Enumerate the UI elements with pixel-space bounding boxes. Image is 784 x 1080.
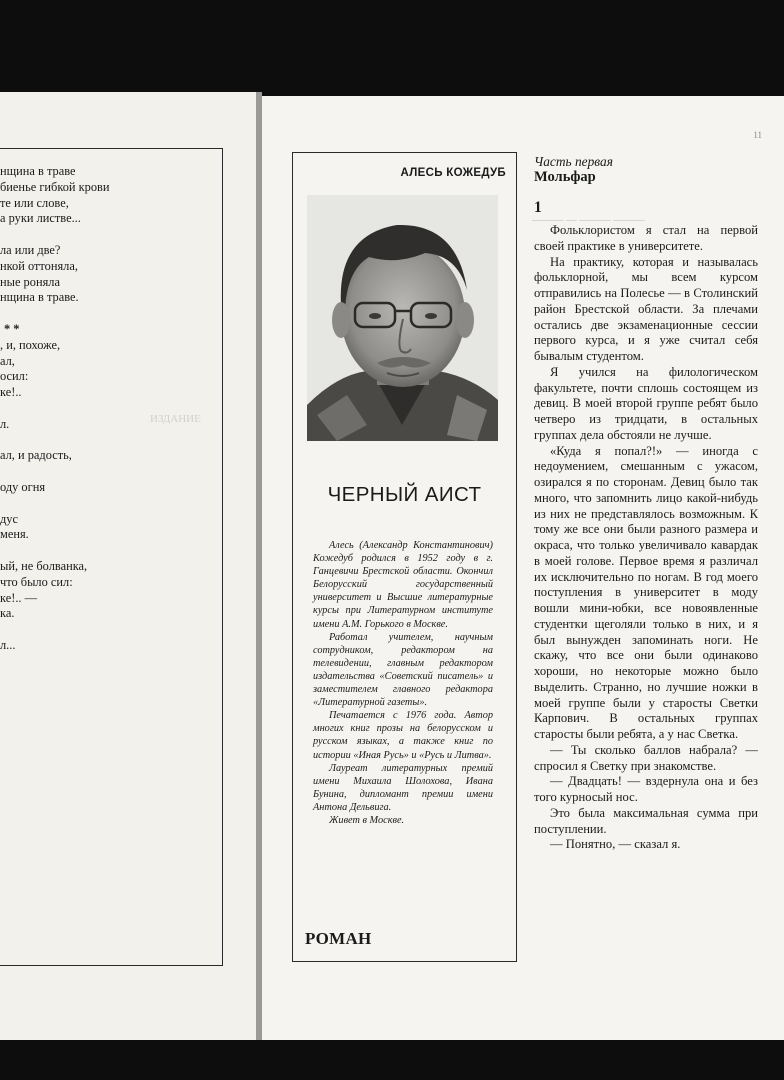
poem-line: дус bbox=[0, 511, 18, 526]
poem-line: меня. bbox=[0, 527, 29, 542]
chapter-number: 1 bbox=[534, 199, 542, 216]
poem-line: нкой оттоняла, bbox=[0, 258, 78, 273]
poem-text bbox=[0, 164, 110, 654]
author-sidebar bbox=[292, 152, 517, 962]
bio-paragraph: Алесь (Александр Константинович) Кожедуб родился в 1952 году в г. Ганцевичи Брестской области. Окончил Белорусский государственный университет и Высшие литературные курсы при Литературном институте имени А.М. Горького в Москве. bbox=[313, 540, 493, 630]
page-number: 11 bbox=[753, 130, 762, 140]
poem-line: оду огня bbox=[0, 479, 46, 494]
body-paragraph: Я учился на филологическом факультете, почти сплошь состоящем из девиц. В моей второй группе ребят было четверо из тридцати, в остальных группах дела обстояли не лучше. bbox=[534, 364, 758, 442]
poem-line: те или слове, bbox=[0, 195, 69, 210]
poem-line: л. bbox=[0, 416, 10, 431]
author-name: АЛЕСЬ КОЖЕДУБ bbox=[400, 167, 506, 179]
body-paragraph: Это была максимальная сумма при поступлении. bbox=[534, 805, 758, 836]
body-paragraph: Фольклористом я стал на первой своей практике в университете. bbox=[534, 223, 758, 253]
chapter-title: Мольфар bbox=[534, 169, 596, 185]
poem-line: ке!.. bbox=[0, 385, 22, 400]
poem-line: ал, bbox=[0, 353, 15, 368]
poem-line: что было сил: bbox=[0, 574, 73, 589]
poem-line: нщина в траве. bbox=[0, 290, 79, 305]
body-paragraph: — Понятно, — сказал я. bbox=[550, 837, 681, 852]
left-page bbox=[0, 92, 256, 1040]
poem-blank-line bbox=[0, 401, 110, 417]
poem-line: биенье гибкой крови bbox=[0, 179, 110, 194]
poem-line: * * bbox=[4, 321, 20, 336]
poem-blank-line bbox=[0, 464, 110, 480]
poem-line: нщина в траве bbox=[0, 164, 76, 178]
right-page bbox=[262, 96, 784, 1040]
body-paragraph: — Двадцать! — вздернула она и без того курносый нос. bbox=[534, 774, 758, 804]
poem-blank-line bbox=[0, 496, 110, 512]
poem-line: ные роняла bbox=[0, 274, 60, 289]
poem-line: ый, не болванка, bbox=[0, 558, 88, 573]
bio-paragraph: Работал учителем, научным сотрудником, редактором на телевидении, главным редактором издательства «Советский писатель» и заместителем главного редактора «Литературной газеты». bbox=[313, 631, 493, 709]
poem-blank-line bbox=[0, 433, 110, 449]
author-photo bbox=[307, 195, 498, 441]
poem-line: ла или две? bbox=[0, 242, 61, 257]
genre-label: РОМАН bbox=[305, 929, 372, 948]
poem-blank-line bbox=[0, 227, 110, 243]
main-text-column bbox=[534, 154, 758, 853]
poem-line: , и, похоже, bbox=[0, 337, 61, 352]
body-paragraph: На практику, которая и называлась фольклорной, мы всем курсом отправились на Полесье — в Столинский район Брестской области. За плечами остались две экзаменационные сессии первого курса, и я уже считал себя бывалым студентом. bbox=[534, 254, 758, 363]
part-heading: Часть первая bbox=[534, 154, 613, 169]
chapter-body bbox=[534, 223, 758, 853]
bio-paragraph: Живет в Москве. bbox=[329, 814, 405, 826]
bio-paragraph: Лауреат литературных премий имени Михаила Шолохова, Ивана Бунина, дипломант премии имени Антона Дельвига. bbox=[313, 762, 493, 813]
bleed-through-text: ——— — ——— ——— bbox=[532, 215, 645, 226]
author-portrait-image bbox=[307, 195, 498, 441]
poem-line: ал, и радость, bbox=[0, 448, 72, 463]
poem-line: а руки листве... bbox=[0, 211, 81, 226]
body-paragraph: «Куда я попал?!» — иногда с недоумением, смешанным с ужасом, озирался я по сторонам. Девиц было так много, что запомнить лицо какой-нибудь из них не представлялось возможным. К тому же все они были разного размера и окраса, что только увеличивало кавардак в моей голове. Первое время я различал их исключительно по ногам. В год моего поступления в университет в моду вошли мини-юбки, все новоявленные студентки щеголяли только в них, и я был вынужден запоминать ноги. Не скажу, что все они были одинаково хороши, но некоторые можно было выделить. Странно, но лучшие ножки в моей группе были у старосты Светки Карпович. В остальных группах старосты были ребята, а у нас Светка. bbox=[534, 443, 758, 741]
book-title: ЧЕРНЫЙ АИСТ bbox=[327, 483, 482, 506]
bio-paragraph: Печатается с 1976 года. Автор многих книг прозы на белорусском и русском языках, а также книг по истории «Иная Русь» и «Русь и Литва». bbox=[313, 710, 493, 761]
poem-line: ке!.. — bbox=[0, 590, 38, 605]
poem-blank-line bbox=[0, 543, 110, 559]
poem-line: л... bbox=[0, 637, 16, 652]
poem-blank-line bbox=[0, 622, 110, 638]
bleed-through-text: ИЗДАНИЕ bbox=[150, 413, 201, 425]
poem-line: ка. bbox=[0, 606, 15, 621]
author-bio bbox=[313, 539, 493, 827]
body-paragraph: — Ты сколько баллов набрала? — спросил я Светку при знакомстве. bbox=[534, 742, 758, 773]
poem-blank-line bbox=[0, 306, 110, 322]
poem-line: осил: bbox=[0, 369, 29, 384]
